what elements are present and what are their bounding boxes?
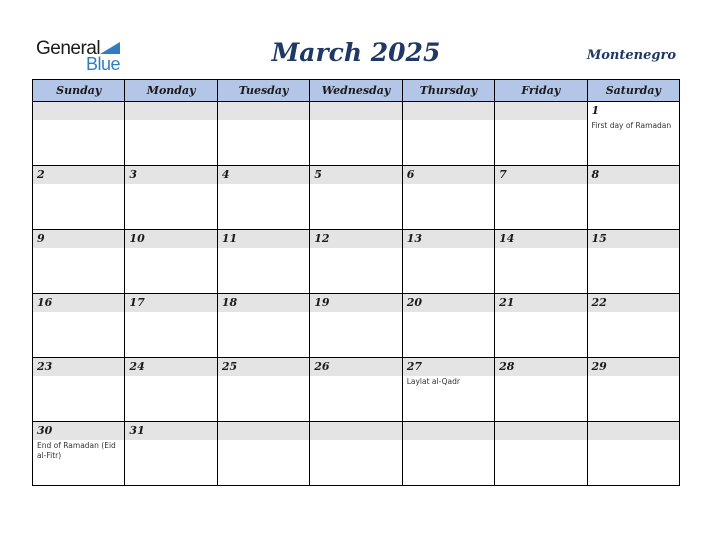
day-number: 17 (125, 294, 216, 312)
calendar-grid (32, 79, 680, 486)
week-row (33, 294, 680, 358)
day-number: 18 (218, 294, 309, 312)
day-number: 27 (403, 358, 494, 376)
day-cell (125, 166, 217, 230)
day-number: 8 (588, 166, 679, 184)
day-cell (33, 230, 125, 294)
week-row (33, 102, 680, 166)
holiday-label: End of Ramadan (Eid al-Fitr) (37, 441, 116, 460)
weekday-header-row (33, 80, 680, 102)
weekday-header: Saturday (587, 80, 679, 102)
empty-day-cell (402, 102, 494, 166)
empty-day-cell (587, 422, 679, 486)
week-row (33, 358, 680, 422)
day-cell (495, 166, 587, 230)
day-cell (587, 102, 679, 166)
day-number: 7 (495, 166, 586, 184)
empty-day-cell (33, 102, 125, 166)
day-cell (310, 230, 402, 294)
day-cell (310, 294, 402, 358)
day-number: 19 (310, 294, 401, 312)
weekday-header: Wednesday (310, 80, 402, 102)
day-number: 15 (588, 230, 679, 248)
day-number: 16 (33, 294, 124, 312)
day-number: 30 (33, 422, 124, 440)
day-number: 3 (125, 166, 216, 184)
week-row (33, 422, 680, 486)
day-number: 21 (495, 294, 586, 312)
empty-day-band (495, 422, 586, 440)
empty-day-band (403, 422, 494, 440)
holiday-label: First day of Ramadan (591, 121, 672, 130)
day-cell (587, 166, 679, 230)
day-number: 13 (403, 230, 494, 248)
empty-day-band (403, 102, 494, 120)
day-cell (33, 166, 125, 230)
day-cell (33, 358, 125, 422)
day-number: 22 (588, 294, 679, 312)
day-cell (587, 358, 679, 422)
day-number: 4 (218, 166, 309, 184)
empty-day-cell (402, 422, 494, 486)
calendar-title: March 2025 (271, 38, 441, 67)
day-cell (217, 294, 309, 358)
day-number: 2 (33, 166, 124, 184)
empty-day-cell (125, 102, 217, 166)
empty-day-cell (495, 422, 587, 486)
holiday-label: Laylat al-Qadr (406, 377, 460, 386)
empty-day-band (495, 102, 586, 120)
weekday-header: Sunday (33, 80, 125, 102)
empty-day-cell (495, 102, 587, 166)
day-cell (125, 422, 217, 486)
day-number: 31 (125, 422, 216, 440)
day-cell (587, 230, 679, 294)
weekday-header: Monday (125, 80, 217, 102)
day-number: 10 (125, 230, 216, 248)
empty-day-cell (310, 102, 402, 166)
empty-day-cell (217, 422, 309, 486)
day-cell (125, 294, 217, 358)
day-number: 26 (310, 358, 401, 376)
empty-day-band (218, 102, 309, 120)
weekday-header: Tuesday (217, 80, 309, 102)
day-cell (217, 358, 309, 422)
empty-day-band (310, 422, 401, 440)
empty-day-band (33, 102, 124, 120)
day-cell (495, 294, 587, 358)
day-cell (310, 166, 402, 230)
week-row (33, 166, 680, 230)
day-cell (495, 230, 587, 294)
day-number: 29 (588, 358, 679, 376)
empty-day-cell (217, 102, 309, 166)
day-cell (402, 294, 494, 358)
day-number: 9 (33, 230, 124, 248)
day-cell (310, 358, 402, 422)
day-number: 25 (218, 358, 309, 376)
day-cell (33, 422, 125, 486)
week-row (33, 230, 680, 294)
day-number: 28 (495, 358, 586, 376)
empty-day-band (218, 422, 309, 440)
day-number: 14 (495, 230, 586, 248)
day-cell (217, 230, 309, 294)
day-cell (402, 230, 494, 294)
day-cell (125, 358, 217, 422)
empty-day-band (588, 422, 679, 440)
logo-word-blue: Blue (86, 54, 121, 74)
day-number: 6 (403, 166, 494, 184)
day-cell (33, 294, 125, 358)
weekday-header: Thursday (402, 80, 494, 102)
day-number: 20 (403, 294, 494, 312)
empty-day-band (310, 102, 401, 120)
day-number: 11 (218, 230, 309, 248)
empty-day-cell (310, 422, 402, 486)
day-number: 24 (125, 358, 216, 376)
day-cell (125, 230, 217, 294)
empty-day-band (125, 102, 216, 120)
day-cell (402, 166, 494, 230)
day-number: 1 (588, 102, 679, 120)
logo-word-general: General (36, 38, 101, 59)
weekday-header: Friday (495, 80, 587, 102)
day-number: 12 (310, 230, 401, 248)
day-number: 5 (310, 166, 401, 184)
day-cell (495, 358, 587, 422)
country-label: Montenegro (586, 48, 676, 63)
day-cell (587, 294, 679, 358)
day-number: 23 (33, 358, 124, 376)
day-cell (402, 358, 494, 422)
day-cell (217, 166, 309, 230)
